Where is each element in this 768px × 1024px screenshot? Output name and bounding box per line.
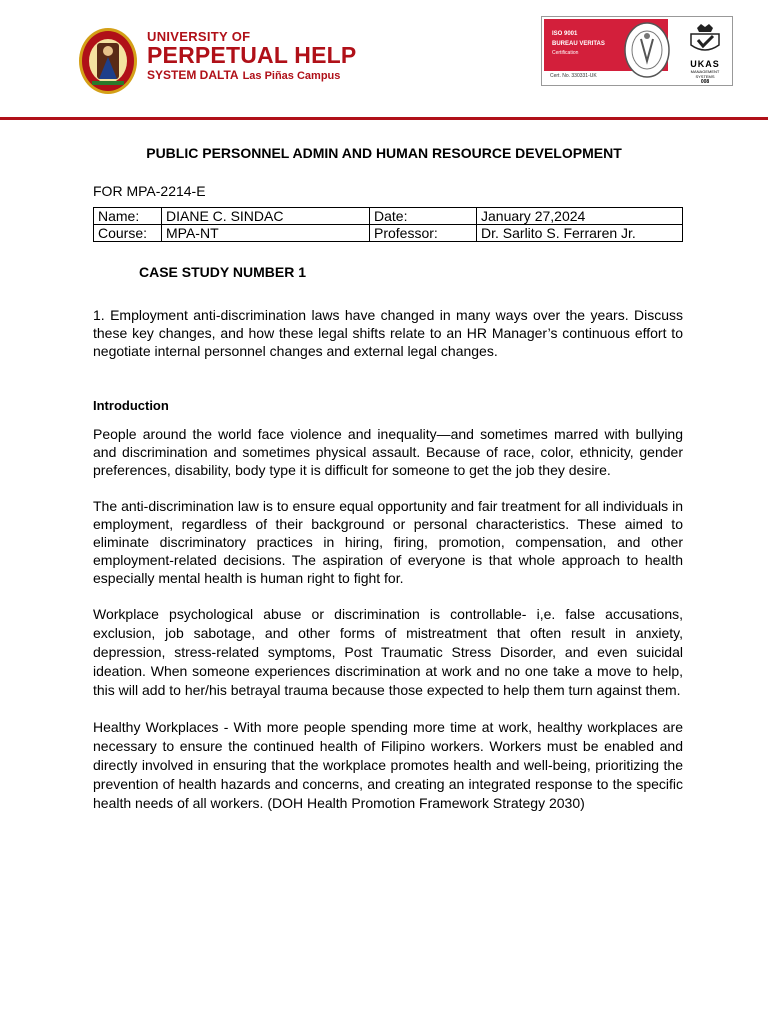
logo-campus: Las Piñas Campus [242,70,341,82]
course-code: FOR MPA-2214-E [93,183,206,199]
body-paragraph: The anti-discrimination law is to ensure equal opportunity and fair treatment for all individuals in employment, regardless of their background or personal characteristics. These aimed to eliminate discriminatory practices in hiring, firing, promotion, compensation, and other employment-related decisions. The aspiration of everyone is that whole approach to health especially mental health is human right to fight for. [93,498,683,586]
table-row [94,225,683,242]
body-paragraph: Healthy Workplaces - With more people spending more time at work, healthy workplaces are necessary to ensure the continued health of Filipino workers. Workers must be enabled and directly involved in ensuring that the workplace promotes health and well-being, prioritizing the prevention of health hazards and concerns, and creating an integrated response to the specific health needs of all workers. (DOH Health Promotion Framework Strategy 2030) [93,719,683,811]
logo-line-2: PERPETUAL HELP [147,42,357,68]
crown-check-icon [682,21,728,55]
header-divider [0,117,768,120]
body-paragraph: People around the world face violence and inequality—and sometimes marred with bullying and discrimination and sometimes physical assault. Because of race, color, ethnicity, gender preferences, disability, body type it is difficult for someone to get the job they desire. [93,426,683,478]
university-logo [147,30,356,82]
case-study-heading: CASE STUDY NUMBER 1 [139,264,306,280]
name-label: Name: [94,208,162,225]
student-info-table [93,207,683,242]
letterhead [0,0,768,120]
course-value: MPA-NT [162,225,370,242]
university-seal-icon [78,27,138,95]
document-title: PUBLIC PERSONNEL ADMIN AND HUMAN RESOURCE DEVELOPMENT [146,145,622,161]
certification-badge [541,16,733,86]
body-paragraph: Workplace psychological abuse or discrimination is controllable- i,e. false accusations, exclusion, job sabotage, and other forms of mistreatment that often result in anxiety, depression, stress-related symptoms, Post Traumatic Stress Disorder, and even suicidal ideation. When someone experiences discrimination at work and no one take a move to help, this will add to her/his betrayal trauma because those expected to help them turn against them. [93,606,683,698]
professor-value: Dr. Sarlito S. Ferraren Jr. [477,225,683,242]
question-paragraph: 1. Employment anti-discrimination laws have changed in many ways over the years. Discuss these key changes, and how these legal shifts relate to an HR Manager’s continuous effort to negotiate internal personnel changes and external legal changes. [93,307,683,359]
ukas-label: UKAS [690,59,720,69]
document-body [93,145,683,813]
date-value: January 27,2024 [477,208,683,225]
introduction-heading: Introduction [93,398,169,413]
logo-line-1: UNIVERSITY OF [147,29,251,44]
cert-number: Cert. No. 330331-UK [550,73,597,79]
cert-certification: Certification [552,50,579,56]
cert-bureau: BUREAU VERITAS [552,41,605,47]
ukas-logo [682,21,728,85]
name-value: DIANE C. SINDAC [162,208,370,225]
date-label: Date: [370,208,477,225]
course-label: Course: [94,225,162,242]
logo-system: SYSTEM DALTA [147,68,239,82]
professor-label: Professor: [370,225,477,242]
bureau-veritas-seal-icon [622,19,672,81]
table-row [94,208,683,225]
cert-iso: ISO 9001 [552,31,578,37]
logo-line-3 [147,69,356,82]
ukas-number: 008 [700,79,710,85]
ukas-sub: MANAGEMENT SYSTEMS [690,69,720,79]
